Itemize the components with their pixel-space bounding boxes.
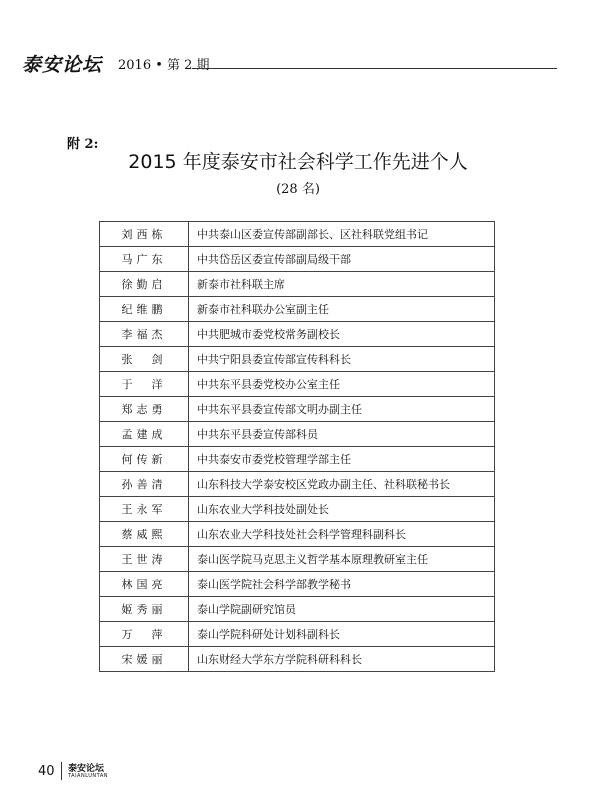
page-header bbox=[22, 50, 557, 76]
table-row bbox=[100, 247, 495, 272]
table-row bbox=[100, 647, 495, 672]
table-row bbox=[100, 547, 495, 572]
table-row bbox=[100, 297, 495, 322]
table-row bbox=[100, 347, 495, 372]
table-row bbox=[100, 447, 495, 472]
person-name: 刘西栋 bbox=[100, 222, 189, 247]
person-title: 山东科技大学泰安校区党政办副主任、社科联秘书长 bbox=[189, 472, 495, 497]
person-name: 马广东 bbox=[100, 247, 189, 272]
person-title: 中共肥城市委党校常务副校长 bbox=[189, 322, 495, 347]
person-name: 蔡威熙 bbox=[100, 522, 189, 547]
table-row bbox=[100, 522, 495, 547]
person-title: 泰山医学院马克思主义哲学基本原理教研室主任 bbox=[189, 547, 495, 572]
person-name: 李福杰 bbox=[100, 322, 189, 347]
person-name: 孙善清 bbox=[100, 472, 189, 497]
person-name: 万 萍 bbox=[100, 622, 189, 647]
person-title: 山东农业大学科技处副处长 bbox=[189, 497, 495, 522]
person-title: 泰山医学院社会科学部教学秘书 bbox=[189, 572, 495, 597]
header-rule bbox=[192, 68, 557, 69]
person-title: 中共宁阳县委宣传部宣传科科长 bbox=[189, 347, 495, 372]
table-row bbox=[100, 272, 495, 297]
person-name: 姬秀丽 bbox=[100, 597, 189, 622]
person-name: 张 剑 bbox=[100, 347, 189, 372]
person-title: 泰山学院副研究馆员 bbox=[189, 597, 495, 622]
table-row bbox=[100, 222, 495, 247]
person-title: 山东农业大学科技处社会科学管理科副科长 bbox=[189, 522, 495, 547]
table-row bbox=[100, 497, 495, 522]
person-title: 中共岱岳区委宣传部副局级干部 bbox=[189, 247, 495, 272]
person-title: 中共东平县委宣传部科员 bbox=[189, 422, 495, 447]
page-number: 40 bbox=[38, 764, 55, 779]
person-name: 郑志勇 bbox=[100, 397, 189, 422]
footer-brand-en: TAIANLUNTAN bbox=[68, 773, 108, 779]
person-name: 宋媛丽 bbox=[100, 647, 189, 672]
table-row bbox=[100, 322, 495, 347]
person-title: 中共东平县委宣传部文明办副主任 bbox=[189, 397, 495, 422]
person-title: 中共泰安市委党校管理学部主任 bbox=[189, 447, 495, 472]
appendix-label: 附 2: bbox=[67, 137, 99, 152]
person-name: 何传新 bbox=[100, 447, 189, 472]
issue-info: 2016 • 第 2 期 bbox=[118, 58, 210, 73]
person-name: 于 洋 bbox=[100, 372, 189, 397]
table-row bbox=[100, 372, 495, 397]
person-title: 山东财经大学东方学院科研科科长 bbox=[189, 647, 495, 672]
honoree-table bbox=[99, 221, 495, 672]
footer-brand: 泰安论坛 bbox=[68, 764, 105, 774]
person-title: 中共东平县委党校办公室主任 bbox=[189, 372, 495, 397]
table-row bbox=[100, 572, 495, 597]
journal-logo: 泰安论坛 bbox=[22, 54, 103, 76]
page-title: 2015 年度泰安市社会科学工作先进个人 bbox=[128, 151, 468, 173]
person-title: 新泰市社科联办公室副主任 bbox=[189, 297, 495, 322]
person-title: 泰山学院科研处计划科副科长 bbox=[189, 622, 495, 647]
person-name: 徐勤启 bbox=[100, 272, 189, 297]
person-title: 中共泰山区委宣传部副部长、区社科联党组书记 bbox=[189, 222, 495, 247]
person-name: 王永军 bbox=[100, 497, 189, 522]
table-row bbox=[100, 397, 495, 422]
footer-divider bbox=[61, 762, 62, 780]
person-name: 孟建成 bbox=[100, 422, 189, 447]
table-row bbox=[100, 597, 495, 622]
table-row bbox=[100, 422, 495, 447]
table-row bbox=[100, 622, 495, 647]
person-name: 纪维鹏 bbox=[100, 297, 189, 322]
page-subtitle: (28 名) bbox=[276, 182, 320, 197]
person-name: 王世涛 bbox=[100, 547, 189, 572]
person-title: 新泰市社科联主席 bbox=[189, 272, 495, 297]
table-row bbox=[100, 472, 495, 497]
person-name: 林国亮 bbox=[100, 572, 189, 597]
